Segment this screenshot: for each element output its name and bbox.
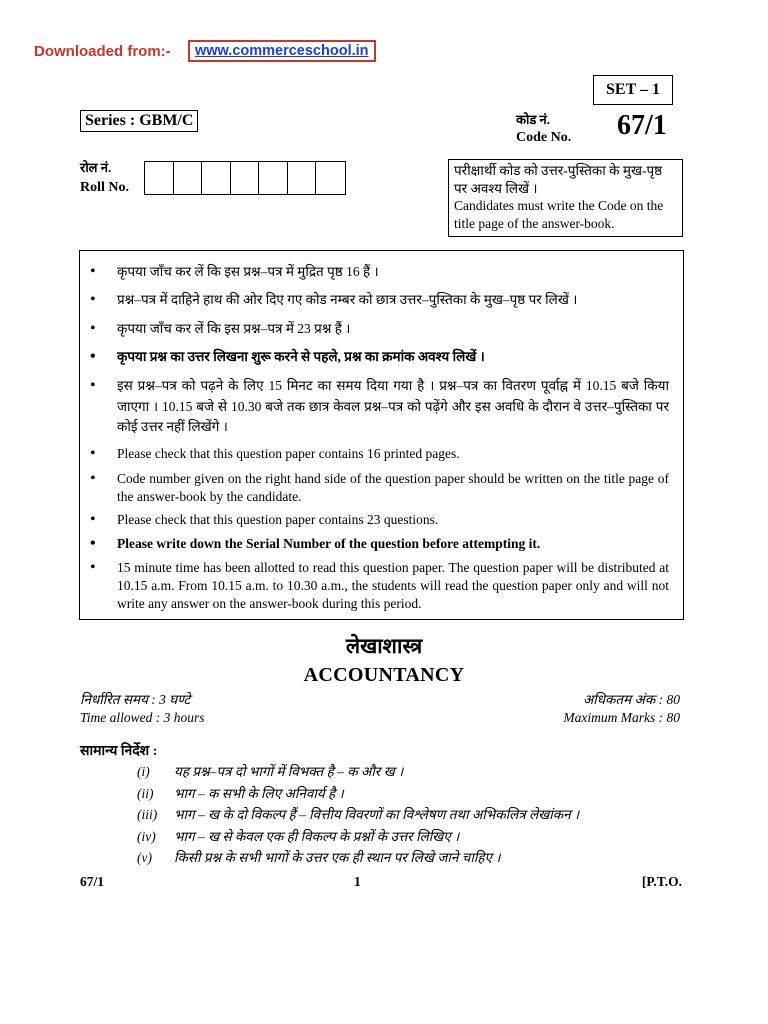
general-instructions-list xyxy=(137,762,579,870)
instruction-item: • प्रश्न–पत्र में दाहिने हाथ की ओर दिए गए कोड नम्बर को छात्र उत्तर–पुस्तिका के मुख–पृष्ठ पर लिखें । xyxy=(90,291,578,308)
roll-label-english: Roll No. xyxy=(80,180,129,195)
roll-digit-box[interactable] xyxy=(288,162,317,194)
downloaded-from-label: Downloaded from:- xyxy=(34,43,171,60)
general-instruction-item: (ii) भाग – क सभी के लिए अनिवार्य है । xyxy=(137,785,344,801)
general-instructions-title: सामान्य निर्देश : xyxy=(80,744,158,759)
pto-label: [P.T.O. xyxy=(641,874,682,889)
candidate-note-english: Candidates must write the Code on the title page of the answer-book. xyxy=(454,198,664,231)
instruction-item: • कृपया जाँच कर लें कि इस प्रश्न–पत्र में 23 प्रश्न हैं । xyxy=(90,320,351,337)
roll-digit-box[interactable] xyxy=(259,162,288,194)
instructions-box xyxy=(79,250,684,620)
max-marks-hindi: अधिकतम अंक : 80 xyxy=(582,692,680,707)
set-number-box: SET – 1 xyxy=(593,75,673,105)
general-instruction-item: (iv) भाग – ख से केवल एक ही विकल्प के प्रश्नों के उत्तर लिखिए । xyxy=(137,828,460,844)
subject-title-english: ACCOUNTANCY xyxy=(303,664,465,686)
roll-digit-box[interactable] xyxy=(202,162,231,194)
page-number: 1 xyxy=(354,874,361,889)
roll-number-boxes[interactable] xyxy=(144,161,346,195)
roll-digit-box[interactable] xyxy=(145,162,174,194)
subject-title-hindi: लेखाशास्त्र xyxy=(345,634,423,658)
roll-digit-box[interactable] xyxy=(316,162,345,194)
instruction-item: • Please check that this question paper contains 23 questions. xyxy=(90,511,439,528)
instruction-item: • कृपया प्रश्न का उत्तर लिखना शुरू करने से पहले, प्रश्न का क्रमांक अवश्य लिखें । xyxy=(90,348,485,365)
instruction-item: • Please check that this question paper contains 16 printed pages. xyxy=(90,445,460,462)
instruction-item: • 15 minute time has been allotted to read this question paper. The question paper will be distributed at 10.15 a.m. From 10.15 a.m. to 10.30 a.m., the students will read the question paper only and will not write any answer on the answer-book during this period. xyxy=(90,559,669,611)
roll-digit-box[interactable] xyxy=(174,162,203,194)
instruction-item: • कृपया जाँच कर लें कि इस प्रश्न–पत्र में मुद्रित पृष्ठ 16 हैं । xyxy=(90,263,379,280)
max-marks-english: Maximum Marks : 80 xyxy=(563,710,680,725)
general-instruction-item: (v) किसी प्रश्न के सभी भागों के उत्तर एक ही स्थान पर लिखे जाने चाहिए । xyxy=(137,850,501,865)
roll-label-hindi: रोल नं. xyxy=(80,160,112,175)
candidate-note-box xyxy=(448,159,683,237)
general-instruction-item: (i) यह प्रश्न–पत्र दो भागों में विभक्त है – क और ख । xyxy=(137,764,404,779)
roll-digit-box[interactable] xyxy=(231,162,260,194)
code-label-hindi: कोड नं. xyxy=(516,112,551,127)
code-number: 67/1 xyxy=(617,110,667,141)
series-box: Series : GBM/C xyxy=(80,110,198,132)
candidate-note-hindi: परीक्षार्थी कोड को उत्तर-पुस्तिका के मुख-पृष्ठ पर अवश्य लिखें । xyxy=(454,163,663,196)
website-link[interactable]: www.commerceschool.in xyxy=(188,40,376,62)
code-label-english: Code No. xyxy=(516,130,572,145)
general-instruction-item: (iii) भाग – ख के दो विकल्प हैं – वित्तीय विवरणों का विश्लेषण तथा अभिकलित्र लेखांकन । xyxy=(137,807,580,822)
instruction-item: • Code number given on the right hand side of the question paper should be written on the title page of the answer-book by the candidate. xyxy=(90,470,669,504)
instruction-item: • इस प्रश्न–पत्र को पढ़ने के लिए 15 मिनट का समय दिया गया है । प्रश्न–पत्र का वितरण पूर्वाह्न में 10.15 बजे किया जाएगा । 10.15 बजे से 10.30 बजे तक छात्र केवल प्रश्न–पत्र को पढ़ेंगे और इस अवधि के दौरान वे उत्तर–पुस्तिका पर कोई उत्तर नहीं लिखेंगे । xyxy=(90,377,669,434)
instruction-item: • Please write down the Serial Number of the question before attempting it. xyxy=(90,535,541,552)
footer-code: 67/1 xyxy=(80,874,105,889)
time-allowed-hindi: निर्धारित समय : 3 घण्टे xyxy=(80,692,191,707)
time-allowed-english: Time allowed : 3 hours xyxy=(80,710,205,725)
